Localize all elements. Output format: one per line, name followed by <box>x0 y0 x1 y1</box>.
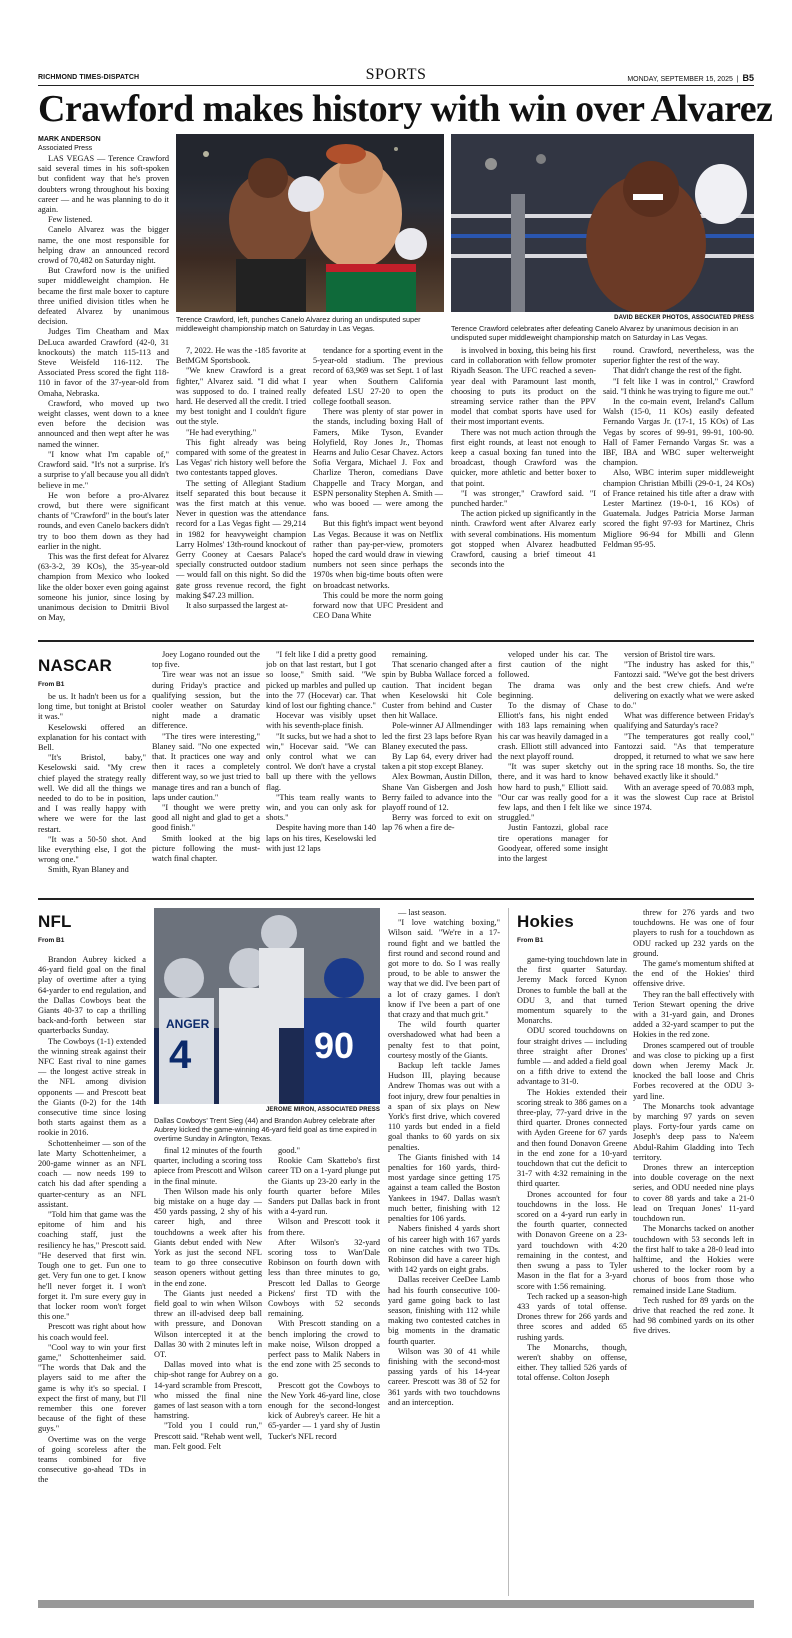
nascar-from: From B1 <box>38 681 65 688</box>
paragraph: Prescott was right about how his coach would feel. <box>38 1322 146 1342</box>
nascar-head: NASCAR <box>38 656 112 675</box>
paragraph: remaining. <box>392 650 428 659</box>
paragraph: Joey Logano rounded out the top five. <box>152 650 260 670</box>
paragraph: Wilson and Prescott took it from there. <box>268 1217 380 1237</box>
paragraph: Rookie Cam Skattebo's first career TD on a 1-yard plunge put the Giants up 23-20 early in the fourth quarter before Miles Sanders put Dallas back in front with a 4-yard run. <box>268 1156 380 1217</box>
divider-nascar <box>38 640 754 642</box>
paragraph: The Giants just needed a field goal to win when Wilson threw an ill-advised deep ball with pressure, and Donovan Wilson intercepted it at the Dallas 30 with 2 minutes left in OT. <box>154 1288 262 1360</box>
paragraph: That didn't change the rest of the fight. <box>613 366 742 376</box>
paragraph: What was difference between Friday's qualifying and Saturday's race? <box>614 711 754 731</box>
paragraph: The setting of Allegiant Stadium itself separated this bout because it was the first match at this venue. Never in question was the attendance record for a Las Vegas fight — 29,214 in 1982 for heavyweight champion Larry Holmes' 13th-round knockout of Gerry Cooney at Caesars Palace's specially constructed outdoor stadium — would fall on this night. So did the gate gross revenue record, the fight making $47.23 million. <box>176 478 306 600</box>
nfl-head: NFL <box>38 912 72 931</box>
paragraph: Backup left tackle James Hudson III, playing because Andrew Thomas was out with a foot injury, drew four penalties in a span of six plays on New York's first drive, which covered 110 yards but ended in a field goal thanks to 60 yards on six penalties. <box>388 1061 500 1152</box>
paragraph: It also surpassed the largest at- <box>186 601 288 611</box>
paragraph: Drones threw an interception into double coverage on the next series, and ODU needed nine plays to cover 88 yards and take a 21-0 lead on Trequan Jones' 11-yard touchdown run. <box>633 1163 754 1224</box>
masthead <box>38 66 754 86</box>
nascar-col-6 <box>614 650 754 888</box>
paragraph: There was not much action through the first eight rounds, at least not enough to keep a casual boxing fan tuned into the broadcast, though Crawford was the quicker, more athletic and better boxer to that point. <box>451 427 596 488</box>
paragraph: game-tying touchdown late in the first quarter Saturday. Jeremy Mack forced Kynon Drones to fumble the ball at the ODU 3, and that turned momentum squarely to the Monarchs. <box>517 955 627 1026</box>
boxers-illustration <box>176 134 444 312</box>
paragraph: With an average speed of 70.083 mph, it was the slowest Cup race at Bristol since 1974. <box>614 782 754 813</box>
nfl-from: From B1 <box>38 937 65 944</box>
paragraph: Smith, Ryan Blaney and <box>48 865 129 875</box>
paragraph: The Hokies extended their scoring streak to 386 games on a three-play, 77-yard drive in the third quarter. Drones connected with Ayden Greene for 67 yards and then found Donavon Greene in the end zone for a 10-yard touchdown that cut the deficit to 31-7 with 4:32 remaining in the third quarter. <box>517 1087 627 1189</box>
paragraph: The action picked up significantly in the ninth. Crawford went after Alvarez early with several combinations. His momentum got stopped when Alvarez headbutted Crawford, causing a brief timeout 41 seconds into the <box>451 509 596 570</box>
paragraph: good." <box>278 1146 301 1155</box>
paragraph: Schottenheimer — son of the late Marty Schottenheimer, a 200-game winner as an NFL coach — now needs 199 to catch his dad after spending a quarter-century as an NFL assistant. <box>38 1138 146 1209</box>
nfl-col-2 <box>154 1146 262 1596</box>
lead-photo-2 <box>451 134 754 312</box>
paragraph: "I felt like I was in control," Crawford said. "I think he was trying to figure me out." <box>603 376 754 396</box>
paragraph: After Wilson's 32-yard scoring toss to Wan'Dale Robinson on fourth down with less than three minutes to go, Prescott led Dallas to George Pickens' first TD with the Cowboys with 52 seconds remaining. <box>268 1237 380 1319</box>
paragraph: This fight already was being compared with some of the greatest in Las Vegas' rich history well before the two contestants tapped gloves. <box>176 437 306 478</box>
paragraph: Dallas receiver CeeDee Lamb had his fourth consecutive 100-yard game going back to last season, finishing with 112 while making two contested catches in big moments in the dramatic fourth quarter. <box>388 1275 500 1346</box>
paragraph: Few listened. <box>48 215 93 225</box>
paragraph: final 12 minutes of the fourth quarter, including a scoring toss apiece from Prescott and Wilson in the final minute. <box>154 1146 262 1186</box>
paragraph: "Cool way to win your first game," Schottenheimer said. "The words that Dak and the players said to me after the game is why it's so special. I expect the first of many, but I'll remember this one forever because of the fight of these guys." <box>38 1342 146 1434</box>
celebration-illustration <box>451 134 754 312</box>
paragraph: Dallas moved into what is chip-shot range for Aubrey on a 14-yard scramble from Prescott, who missed the final nine games of last season with a torn hamstring. <box>154 1360 262 1421</box>
jersey-number-left: 4 <box>169 1033 192 1077</box>
paragraph: "We knew Crawford is a great fighter," Alvarez said. "I did what I was supposed to do. I trained really hard. He deserved all the credit. I tried my best tonight and I couldn't figure out the style. <box>176 366 306 427</box>
paragraph: The Monarchs, though, weren't shabby on offense, either. They tallied 526 yards of total offense. Colton Joseph <box>517 1342 627 1383</box>
lead-col-1 <box>38 154 169 628</box>
paragraph: Despite having more than 140 laps on his tires, Keselowski led with just 12 laps <box>266 823 376 853</box>
hokies-head: Hokies <box>517 912 574 931</box>
paragraph: "I love watching boxing," Wilson said. "We're in a 17-round fight and we battled the first round and second round and got more to do. So I was really proud, to be able to answer the way that we did. I've been part of a lot of crazy games. I don't know if I've been a part of one that crazy and that much grit." <box>388 918 500 1020</box>
paragraph: There was plenty of star power in the stands, including boxing Hall of Famers, Mike Tyson, Evander Holyfield, Roy Jones Jr., Thomas Hearns and Julio Cesar Chavez. Actors Sofia Vergara, Michael J. Fox and Charlize Theron, comedians Dave Chappelle and Tracy Morgan, and ESPN personality Stephen A. Smith — who was booed — were among the fans. <box>313 407 443 519</box>
paragraph: Justin Fantozzi, global race tire operations manager for Goodyear, offered some insight into the largest <box>498 823 608 864</box>
paragraph: "I felt like I did a pretty good job on that last restart, but I got so loose," Smith said. "We picked up marbles and pulled up into the 77 (Hocevar) car. That kind of lost our fighting chance." <box>266 650 376 711</box>
paragraph: The drama was only beginning. <box>498 680 608 700</box>
photo-2-credit: DAVID BECKER PHOTOS, ASSOCIATED PRESS <box>614 315 754 321</box>
paragraph: The game's momentum shifted at the end of the Hokies' third offensive drive. <box>633 959 754 989</box>
cowboys-illustration <box>154 908 380 1104</box>
hokies-col-1 <box>517 955 627 1595</box>
paragraph: "Told him that game was the epitome of him and his coaching staff, just the resiliency he has," Prescott said. "He deserved that first win. Tough one to get. Fun one to get. Very fun one to get. I know he'll never forget it. I won't forget it. I'm sure every guy in that locker room won't forget this one." <box>38 1210 146 1322</box>
lead-headline: Crawford makes history with win over Alvarez <box>38 88 773 130</box>
paragraph: Wilson was 30 of 41 while finishing with the second-most passing yards of his 14-year career. Prescott was 38 of 52 for 361 yards with two touchdowns and an interception. <box>388 1346 500 1407</box>
nfl-photo-credit: JEROME MIRON, ASSOCIATED PRESS <box>265 1107 380 1113</box>
lead-photo-1 <box>176 134 444 312</box>
paragraph: "It sucks, but we had a shot to win," Hocevar said. "We can only control what we can control. We don't have a crystal ball up there with the yellows flag. <box>266 731 376 792</box>
paragraph: "This team really wants to win, and you can only ask for shots." <box>266 792 376 823</box>
hokies-divider <box>508 908 509 1596</box>
nfl-col-1 <box>38 955 146 1595</box>
paragraph: Canelo Alvarez was the bigger name, the one most responsible for helping draw an announced record crowd of 70,482 on Saturday night. <box>38 225 169 266</box>
paragraph: The Giants finished with 14 penalties for 160 yards, third-most yardage since getting 175 against a team called the Boston Yankees in 1947. Dallas wasn't much better, finishing with 12 penalties for 106 yards. <box>388 1152 500 1224</box>
paragraph: The Cowboys (1-1) extended the winning streak against their NFC East rival to nine games — the longest active streak in the NFL among division opponents — and Prescott beat the Giants (0-2) for the 14th consecutive time since losing both starts against them as a rookie in 2016. <box>38 1036 146 1138</box>
paragraph: be us. It hadn't been us for a long time, but tonight at Bristol it was." <box>38 692 146 722</box>
paragraph: "The tires were interesting," Blaney said. "No one expected that. It practices one way and then it races a completely different way, so we just tried to manage tires and ran a bunch of laps under caution." <box>152 731 260 802</box>
nascar-col-2 <box>152 650 260 888</box>
byline: MARK ANDERSON <box>38 136 101 143</box>
paragraph: LAS VEGAS — Terence Crawford said several times in his soft-spoken but confident way that he's proven doubters wrong throughout his boxing career — and he was planning to do it again. <box>38 154 169 215</box>
paragraph: round. Crawford, nevertheless, was the superior fighter the rest of the way. <box>603 346 754 366</box>
hokies-from: From B1 <box>517 937 544 944</box>
paragraph: — last season. <box>398 908 447 917</box>
agency: Associated Press <box>38 145 93 152</box>
paragraph: Smith looked at the big picture following the must-watch final chapter. <box>152 833 260 864</box>
paragraph: This could be more the norm going forward now that UFC President and CEO Dana White <box>313 590 443 621</box>
paragraph: version of Bristol tire wars. <box>624 650 716 659</box>
photo-2-caption: Terence Crawford celebrates after defeating Canelo Alvarez by unanimous decision in an undisputed super middleweight championship match on Saturday in Las Vegas. <box>451 324 739 343</box>
paragraph: Nabers finished 4 yards short of his career high with 167 yards on nine catches with two TDs. Robinson did have a career high with 142 yards on eight grabs. <box>388 1224 500 1275</box>
photo-1-caption: Terence Crawford, left, punches Canelo Alvarez during an undisputed super middleweight championship match on Saturday in Las Vegas. <box>176 315 421 334</box>
section-name: SPORTS <box>365 66 427 83</box>
paragraph: Prescott got the Cowboys to the New York 46-yard line, close enough for the second-longest kick of Aubrey's career. He hit a 65-yarder — 1 yard shy of Justin Tucker's NFL record <box>268 1380 380 1441</box>
paragraph: Also, WBC interim super middleweight champion Christian Mbilli (29-0-1, 24 KOs) of France retained his title after a draw with Lester Martinez (19-0-1, 16 KOs) of Guatemala. Judges Patricia Morse Jarman scored the fight 97-93 for Martinez, Chris Migliore 96-94 for Mbilli and Glenn Feldman 95-95. <box>603 468 754 549</box>
nfl-col-4 <box>388 908 500 1596</box>
jersey-number-right: 90 <box>314 1025 355 1066</box>
paragraph: "The industry has asked for this," Fantozzi said. "We've got the best drivers and the best crew chiefs. And we're delivering on exactly what we were asked to do." <box>614 660 754 711</box>
paragraph: In the co-main event, Ireland's Callum Walsh (15-0, 11 KOs) easily defeated Fernando Vargas Jr. (17-1, 15 KOs) of Las Vegas by scores of 99-91, 99-91, 100-90. Hall of Famer Fernando Vargas Sr. was a IBF, IBA and WBC super welterweight champion. <box>603 397 754 468</box>
paragraph: Tech rushed for 89 yards on the drive that reached the red zone. It had 98 combined yards on its other five drives. <box>633 1295 754 1336</box>
paragraph: veloped under his car. The first caution of the night followed. <box>498 650 608 680</box>
paragraph: Berry was forced to exit on lap 76 when a fire de- <box>382 813 492 833</box>
nascar-col-4 <box>382 650 492 888</box>
paragraph: Judges Tim Cheatham and Max DeLuca awarded Crawford (42-0, 31 knockouts) the match 115-113 and Steve Weisfeld 116-112. The Associated Press scored the fight 118-110 in favor of the 37-year-old from Omaha, Nebraska. <box>38 327 169 398</box>
divider-nfl <box>38 898 754 900</box>
nascar-col-5 <box>498 650 608 888</box>
paragraph: Overtime was on the verge of going scoreless after the teams combined for five consecutive go-ahead TDs in the <box>38 1434 146 1485</box>
paragraph: tendance for a sporting event in the 5-year-old stadium. The previous record of 63,969 was set Sept. 1 of last year when Southern California defeated LSU 27-20 to open the college football season. <box>313 346 443 407</box>
nascar-col-3 <box>266 650 376 888</box>
paragraph: ODU scored touchdowns on four straight drives — including three straight after Drones' fumble — and added a field goal on a fifth drive to extend the advantage to 31-0. <box>517 1026 627 1087</box>
paragraph: "The temperatures got really cool," Fantozzi said. "As that temperature dropped, it returned to what we saw here in the spring race 18 months. So, the tire behaved exactly like it should." <box>614 731 754 782</box>
paragraph: "I thought we were pretty good all night and glad to get a good finish." <box>152 803 260 833</box>
lead-col-3 <box>313 346 443 626</box>
page-number: B5 <box>742 73 754 83</box>
paragraph: is involved in boxing, this being his first card in collaboration with fellow promoter Riyadh Season. The UFC reached a seven-year deal with Paramount last month, choosing to puts its product on the streaming service rather than the PPV model that combat sports have used for their most important events. <box>451 346 596 427</box>
paragraph: Brandon Aubrey kicked a 46-yard field goal on the final play of overtime after a tying 64-yarder to end regulation, and the Dallas Cowboys beat the Giants 40-37 to cap a thrilling back-and-forth between star quarterbacks Sunday. <box>38 955 146 1036</box>
paragraph: Keselowski offered an explanation for his contact with Bell. <box>38 722 146 753</box>
lead-col-4 <box>451 346 596 626</box>
page-date: MONDAY, SEPTEMBER 15, 2025 | B5 <box>627 73 754 83</box>
jersey-name: ANGER <box>166 1017 210 1031</box>
nfl-photo-caption: Dallas Cowboys' Trent Sieg (44) and Brandon Aubrey celebrate after Aubrey kicked the game-winning 46-yard field goal as time expired in overtime Sunday in Arlington, Texas. <box>154 1116 377 1144</box>
paper-name: RICHMOND TIMES-DISPATCH <box>38 74 140 81</box>
paragraph: But this fight's impact went beyond Las Vegas. Because it was on Netflix rather than pay-per-view, promoters hoped the card would draw in viewing numbers not seen since perhaps the 1970s when big-time bouts often were on broadcast networks. <box>313 519 443 590</box>
paragraph: "It's Bristol, baby," Keselowski said. "My crew chief played the strategy really well. We did all the things we needed to do to be in position, and I was really happy with where we were for the last restart. <box>38 753 146 834</box>
paragraph: Alex Bowman, Austin Dillon, Shane Van Gisbergen and Josh Berry failed to advance into the playoff round of 12. <box>382 772 492 813</box>
paragraph: "It was super sketchy out there, and it was hard to know how hard to push," Elliott said. "Our car was really good for a few laps, and then I felt like we struggled." <box>498 762 608 823</box>
footer-bar <box>38 1600 754 1608</box>
paragraph: He won before a pro-Alvarez crowd, but there were significant chants of "Crawford" in the bout's later rounds, and even Canelo backers didn't try to boo them down as they had earlier in the night. <box>38 490 169 551</box>
paragraph: They ran the ball effectively with Terion Stewart opening the drive with a 31-yard gain, and Drones added a 32-yard scamper to put the Hokies in the red zone. <box>633 989 754 1040</box>
paragraph: Then Wilson made his only big mistake on a huge day — 450 yards passing, 2 shy of his career high, and three touchdowns a week after his Giants debut ended with New York as just the second NFL team to go three consecutive season openers without getting in the end zone. <box>154 1186 262 1288</box>
paragraph: That scenario changed after a spin by Bubba Wallace forced a caution. That incident began when Keselowski hit Cole Custer from behind and Custer then hit Wallace. <box>382 660 492 721</box>
paragraph: To the dismay of Chase Elliott's fans, his night ended with 183 laps remaining when his car was heavily damaged in a crash. Elliott still advanced into the next playoff round. <box>498 701 608 762</box>
paragraph: By Lap 64, every driver had taken a pit stop except Blaney. <box>382 752 492 772</box>
paragraph: Pole-winner AJ Allmendinger led the first 23 laps before Ryan Blaney executed the pass. <box>382 721 492 751</box>
nascar-col-1 <box>38 692 146 888</box>
paragraph: The Monarchs took advantage by marching 97 yards on seven plays. Forty-four yards came on Joseph's deep pass to Na'eem Abdul-Rahim Gladding into Tech territory. <box>633 1101 754 1162</box>
paragraph: Drones accounted for four touchdowns in the loss. He scored on a 4-yard run early in the fourth quarter, connected with Donavon Greene on a 23-yard touchdown with 4:20 remaining in the contest, and then swung a pass to Tyler Mason in the flat for a 3-yard score with 1:56 remaining. <box>517 1189 627 1291</box>
paragraph: This was the first defeat for Alvarez (63-3-2, 39 KOs), the 35-year-old champion from Mexico who looked like the older boxer even going against someone his junior, since losing by unanimous decision to Dmitrii Bivol on May, <box>38 551 169 623</box>
nfl-photo <box>154 908 380 1104</box>
paragraph: The Monarchs tacked on another touchdown with 53 seconds left in the first half to take a 28-0 lead into halftime, and the Hokies were ushered to the locker room by a chorus of boos from those who remained inside Lane Stadium. <box>633 1224 754 1295</box>
paragraph: "He had everything." <box>186 427 257 437</box>
paragraph: The wild fourth quarter overshadowed what had been a penalty fest to that point, courtesy mostly of the Giants. <box>388 1020 500 1060</box>
paragraph: "I know what I'm capable of," Crawford said. "It's not a surprise. It's a surprise to y'all because you all didn't believe in me." <box>38 449 169 490</box>
paragraph: Tire wear was not an issue during Friday's practice and qualifying session, but the cooler weather on Saturday night made a dramatic difference. <box>152 670 260 731</box>
paragraph: But Crawford now is the unified super middleweight champion. He became the first male boxer to capture three unified division titles when he defeated Alvarez by unanimous decision. <box>38 266 169 327</box>
lead-col-2 <box>176 346 306 626</box>
nfl-col-3 <box>268 1146 380 1596</box>
paragraph: Drones scampered out of trouble and was close to picking up a first down when Jeremy Mack Jr. knocked the ball loose and Chris Forbes recovered at the ODU 3-yard line. <box>633 1040 754 1101</box>
paragraph: threw for 276 yards and two touchdowns. He was one of four players to rush for a touchdown as ODU racked up 232 yards on the ground. <box>633 908 754 958</box>
hokies-col-2 <box>633 908 754 1596</box>
paragraph: 7, 2022. He was the -185 favorite at BetMGM Sportsbook. <box>176 346 306 366</box>
lead-byline-block <box>38 135 168 153</box>
paragraph: Tech racked up a season-high 433 yards of total offense. Drones threw for 266 yards and three scores and added 65 rushing yards. <box>517 1291 627 1342</box>
lead-col-5 <box>603 346 754 626</box>
paragraph: With Prescott standing on a bench imploring the crowd to make noise, Wilson dropped a perfect pass to Malik Nabers in the end zone with 25 seconds to go. <box>268 1319 380 1380</box>
paragraph: "It was a 50-50 shot. And like everything else, I got the wrong one." <box>38 834 146 865</box>
paragraph: "I was stronger," Crawford said. "I punched harder." <box>451 488 596 509</box>
paragraph: Crawford, who moved up two weight classes, went down to a knee even before the decision was announced and then wept after he was named the winner. <box>38 398 169 449</box>
paragraph: Hocevar was visibly upset with his seventh-place finish. <box>266 711 376 731</box>
paragraph: "Told you I could run," Prescott said. "Rehab went well, man. Felt good. Felt <box>154 1421 262 1451</box>
